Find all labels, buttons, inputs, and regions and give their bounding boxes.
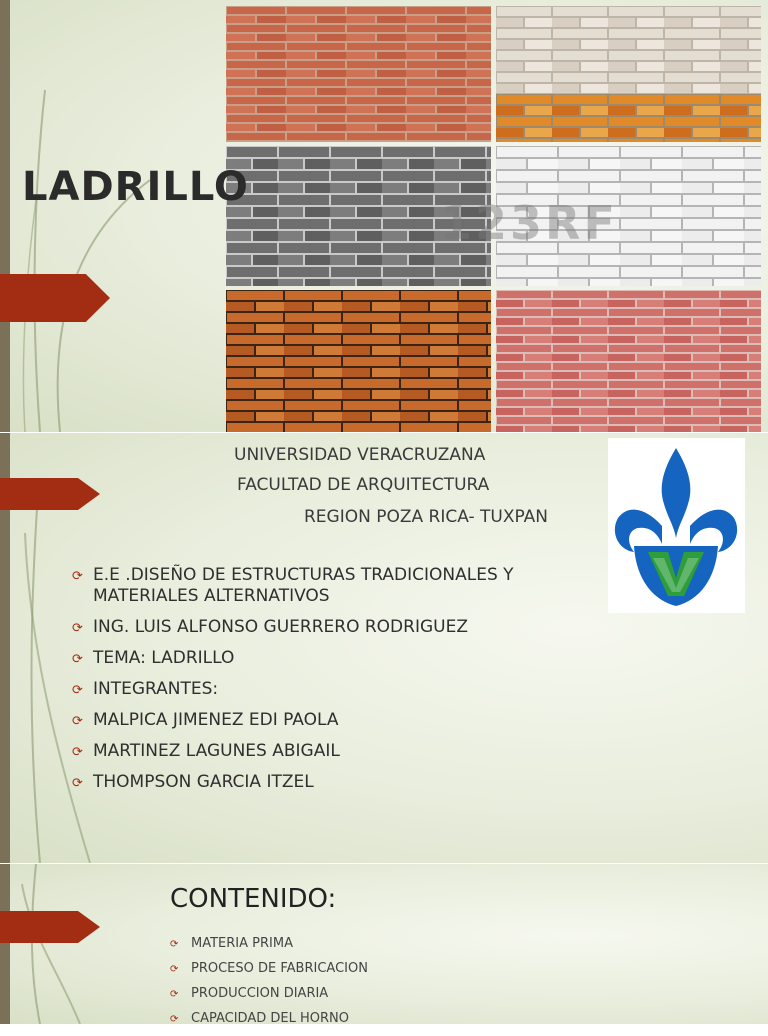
bullet-icon: ⟳ — [72, 776, 83, 791]
bullet-icon: ⟳ — [72, 745, 83, 760]
bullet-icon: ⟳ — [170, 1014, 179, 1025]
info-list — [72, 565, 572, 803]
bullet-icon: ⟳ — [72, 569, 83, 584]
list-item: ⟳ TEMA: LADRILLO — [72, 648, 235, 668]
list-item: ⟳ MARTINEZ LAGUNES ABIGAIL — [72, 741, 340, 761]
list-item: ⟳ MALPICA JIMENEZ EDI PAOLA — [72, 710, 339, 730]
list-item: ⟳ E.E .DISEÑO DE ESTRUCTURAS TRADICIONALES Y MATERIALES ALTERNATIVOS — [72, 565, 514, 606]
contents-list — [170, 936, 570, 1036]
list-item: ⟳ THOMPSON GARCIA ITZEL — [72, 772, 314, 792]
section-heading: CONTENIDO: — [170, 884, 337, 914]
brick-photo-pink — [496, 290, 761, 432]
list-item: ⟳ PROCESO DE FABRICACION — [170, 961, 368, 976]
brick-photo-weathered — [496, 6, 761, 142]
bullet-icon: ⟳ — [170, 989, 179, 1000]
university-name: UNIVERSIDAD VERACRUZANA — [234, 445, 486, 465]
university-logo — [608, 438, 745, 613]
faculty-name: FACULTAD DE ARQUITECTURA — [237, 475, 490, 495]
bullet-icon: ⟳ — [72, 714, 83, 729]
grass-decoration — [0, 864, 160, 1024]
list-item: ⟳ INTEGRANTES: — [72, 679, 219, 699]
brick-photo-red — [226, 6, 491, 142]
list-item: ⟳ CAPACIDAD DEL HORNO — [170, 1011, 349, 1026]
page-title: LADRILLO — [22, 164, 249, 210]
list-item: ⟳ MATERIA PRIMA — [170, 936, 293, 951]
bullet-icon: ⟳ — [170, 964, 179, 975]
bullet-icon: ⟳ — [170, 939, 179, 950]
region-name: REGION POZA RICA- TUXPAN — [304, 507, 549, 527]
list-item: ⟳ PRODUCCION DIARIA — [170, 986, 329, 1001]
grass-decoration — [0, 0, 160, 432]
bullet-icon: ⟳ — [72, 652, 83, 667]
list-item: ⟳ ING. LUIS ALFONSO GUERRERO RODRIGUEZ — [72, 617, 468, 637]
bullet-icon: ⟳ — [72, 683, 83, 698]
bullet-icon: ⟳ — [72, 621, 83, 636]
watermark: 123RF — [440, 196, 618, 250]
brick-photo-orange — [226, 290, 491, 432]
slide-title — [0, 0, 768, 432]
